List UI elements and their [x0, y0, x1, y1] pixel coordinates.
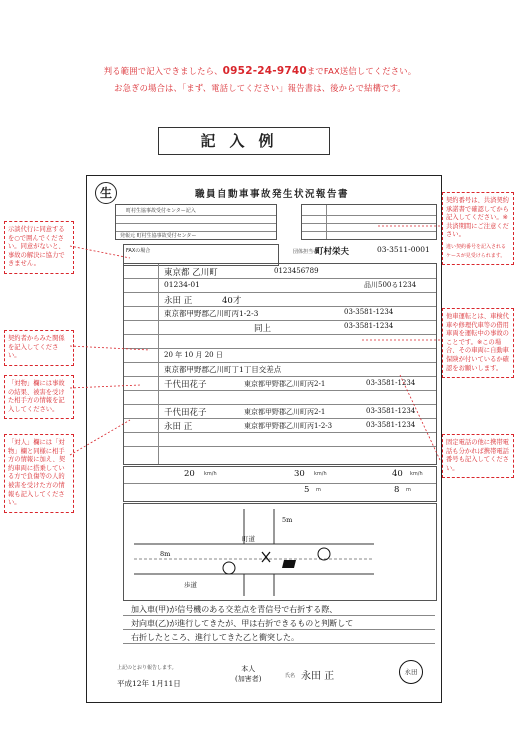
- speed3-unit: km/h: [410, 471, 423, 477]
- tel1: 03-3581-1234: [344, 308, 394, 316]
- description-line1: 加入車(甲)が信号機のある交差点を青信号で右折する際、: [131, 605, 338, 614]
- report-statement: 上記のとおり報告します。: [117, 665, 177, 671]
- page-title: 記入例: [158, 127, 330, 155]
- party-name: 千代田花子: [164, 408, 207, 418]
- org-name: 東京都 乙川町: [164, 268, 218, 278]
- speed2-unit: km/h: [314, 471, 327, 477]
- driver-name: 永田 正: [164, 296, 193, 306]
- reception-origin: 発報元 町村生協事故受付センター: [120, 233, 197, 239]
- seal-stamp: 永田: [399, 660, 423, 684]
- party2-tel: 03-3581-1234: [366, 421, 416, 429]
- diagram-road-label: 町道: [242, 535, 255, 543]
- form-title: 職員自動車事故発生状況報告書: [195, 189, 350, 200]
- accident-place: 東京都甲野郡乙川町丁1丁目交差点: [164, 365, 282, 374]
- annotation-property-party: 「対物」欄には事故の結果、被害を受けた相手方の情報を記入してください。: [4, 375, 74, 419]
- reporter-role: 本人 (加害者): [235, 665, 262, 683]
- same-as-above: 同上: [254, 324, 272, 334]
- description-line2: 対向車(乙)が進行してきたが、甲は右折できるものと判断して: [131, 619, 354, 628]
- report-date: 平成12年 1月11日: [117, 679, 181, 688]
- diagram-sidewalk-label: 歩道: [184, 581, 197, 589]
- annotation-settlement-consent: 示談代行に同意するを○で囲んでください。同意がないと、事故の解決に協力できません。: [4, 221, 74, 274]
- vehicle-no: 品川500る1234: [364, 281, 417, 289]
- driver-age: 40才: [222, 296, 242, 306]
- annotation-contract-main: 契約番号は、共済契約承諾書で確認してから記入してください。※共済期間にご注意ください。: [446, 197, 509, 239]
- tel2: 03-3581-1234: [344, 322, 394, 330]
- road-width: 8: [394, 485, 400, 495]
- annotation-person-party: 「対人」欄には「対物」欄と同様に相手方の情報に加え、契約車両に搭乗している方で負傷等の人的被害を受けた方の情報も記入してください。: [4, 434, 74, 513]
- notice-line1: 判る範囲で記入できましたら、0952-24-9740までFAX送信してください。: [103, 65, 417, 77]
- distance: 5: [304, 485, 310, 495]
- annotation-relationship: 契約者からみた関係を記入してください。: [4, 330, 74, 366]
- distance-unit: m: [316, 487, 321, 493]
- opponent-address: 東京都甲野郡乙川町丙2-1: [244, 380, 326, 388]
- diagram-distance-label: 5m: [282, 516, 293, 524]
- speed1: 20: [184, 469, 195, 479]
- annotation-mobile-phone: 固定電話の他に携帯電話も分かれば携帯電話番号も記入してください。: [442, 434, 514, 478]
- speed3: 40: [392, 469, 403, 479]
- reception-label: 町村生協事故受付センター記入: [126, 208, 196, 214]
- notice-line2: お急ぎの場合は、「まず、電話してください」報告書は、後からで結構です。: [114, 83, 406, 93]
- description-line3: 右折したところ、進行してきた乙と衝突した。: [131, 633, 299, 642]
- address: 東京都甲野郡乙川町丙1-2-3: [164, 309, 259, 318]
- party-address: 東京都甲野郡乙川町丙2-1: [244, 408, 326, 416]
- accident-date: 20 年 10 月 20 日: [164, 351, 223, 359]
- speed1-unit: km/h: [204, 471, 217, 477]
- opponent-name: 千代田花子: [164, 380, 207, 390]
- speed2: 30: [294, 469, 305, 479]
- sei-mark: 生: [95, 182, 117, 204]
- opponent-tel: 03-3581-1234: [366, 379, 416, 387]
- contract-no: 0123456789: [274, 267, 319, 275]
- office-name: 町村栄夫: [315, 247, 350, 257]
- reporter-name-label: 氏名: [285, 673, 296, 679]
- party2-address: 東京都甲野郡乙川町丙1-2-3: [244, 422, 333, 430]
- party-tel: 03-3581-1234: [366, 407, 416, 415]
- diagram-width-label: 8m: [160, 550, 171, 558]
- policy-no: 01234-01: [164, 280, 200, 289]
- office-label: 団体担当者: [293, 249, 319, 255]
- annotation-contract-sub: 違い契約番号を記入されるケースが見受けられます。: [446, 243, 507, 259]
- annotation-other-vehicle: 他車運転とは、車検代車や修理代車等の借用車両を運転中の事故のことです。※この場合、その車両に自動車保険が付いているか確認をお願いします。: [442, 308, 514, 378]
- fax-note: FAXの場合: [126, 248, 151, 254]
- party2-name: 永田 正: [164, 422, 193, 432]
- office-tel: 03-3511-0001: [377, 245, 430, 254]
- reporter-name: 永田 正: [301, 671, 335, 682]
- road-width-unit: m: [406, 487, 411, 493]
